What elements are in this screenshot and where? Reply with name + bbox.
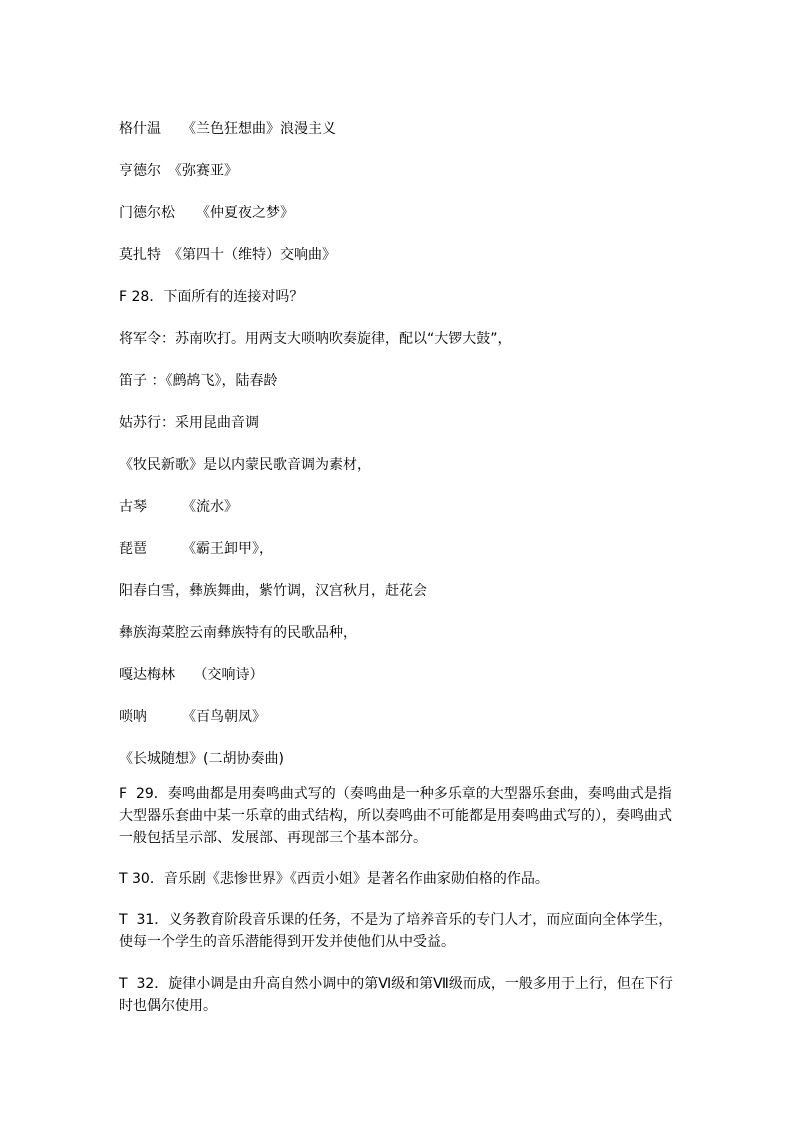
text-line: 《长城随想》(二胡协奏曲) [119,751,284,767]
text-line: T 32．旋律小调是由升高自然小调中的第Ⅵ级和第Ⅶ级而成，一般多用于上行，但在下行 [119,976,673,992]
text-line: 大型器乐套曲中某一乐章的曲式结构，所以奏鸣曲不可能都是用奏鸣曲式写的），奏鸣曲式 [119,808,672,824]
text-line: F 28．下面所有的连接对吗？ [119,289,304,305]
paragraph [119,909,672,953]
text-line: 门德尔松 《仲夏夜之梦》 [119,205,294,221]
paragraph [119,244,336,266]
text-line: 嘎达梅林 （交响诗） [119,667,264,683]
paragraph [119,286,303,308]
paragraph [119,328,512,350]
paragraph [119,412,259,434]
paragraph [119,706,266,728]
text-line: 唢呐 《百鸟朝凤》 [119,709,266,725]
paragraph [119,202,294,224]
text-line: 古琴 《流水》 [119,499,238,515]
paragraph [119,783,672,849]
paragraph [119,973,673,1017]
text-line: 格什温 《兰色狂想曲》浪漫主义 [119,121,336,137]
text-line: 亨德尔 《弥赛亚》 [119,163,238,179]
text-line: 一般包括呈示部、发展部、再现部三个基本部分。 [119,830,427,846]
paragraph [119,664,263,686]
text-line: T 30．音乐剧《悲惨世界》《西贡小姐》是著名作曲家勋伯格的作品。 [119,871,549,887]
text-line: 琵琶 《霸王卸甲》， [119,541,273,557]
paragraph [119,622,357,644]
paragraph [119,370,277,392]
text-line: 将军令：苏南吹打。用两支大唢呐吹奏旋律，配以“大锣大鼓”， [119,331,512,347]
text-line: 笛子 ：《鹧鸪飞》，陆春龄 [119,373,278,389]
text-line: 《牧民新歌》是以内蒙民歌音调为素材， [119,457,371,473]
paragraph [119,496,238,518]
text-line: 时也偶尔使用。 [119,998,217,1014]
paragraph [119,580,427,602]
text-line: 姑苏行：采用昆曲音调 [119,415,259,431]
paragraph [119,118,336,140]
paragraph [119,454,371,476]
text-line: 莫扎特 《第四十（维特）交响曲》 [119,247,336,263]
text-line: 使每一个学生的音乐潜能得到开发并使他们从中受益。 [119,934,455,950]
paragraph [119,538,273,560]
text-line: F 29．奏鸣曲都是用奏鸣曲式写的（奏鸣曲是一种多乐章的大型器乐套曲，奏鸣曲式是指 [119,786,672,802]
paragraph [119,160,238,182]
paragraph [119,868,549,890]
text-line: 阳春白雪，彝族舞曲，紫竹调，汉宫秋月，赶花会 [119,583,427,599]
text-line: T 31．义务教育阶段音乐课的任务，不是为了培养音乐的专门人才，而应面向全体学生， [119,912,673,928]
paragraph [119,748,284,770]
text-line: 彝族海菜腔云南彝族特有的民歌品种， [119,625,357,641]
